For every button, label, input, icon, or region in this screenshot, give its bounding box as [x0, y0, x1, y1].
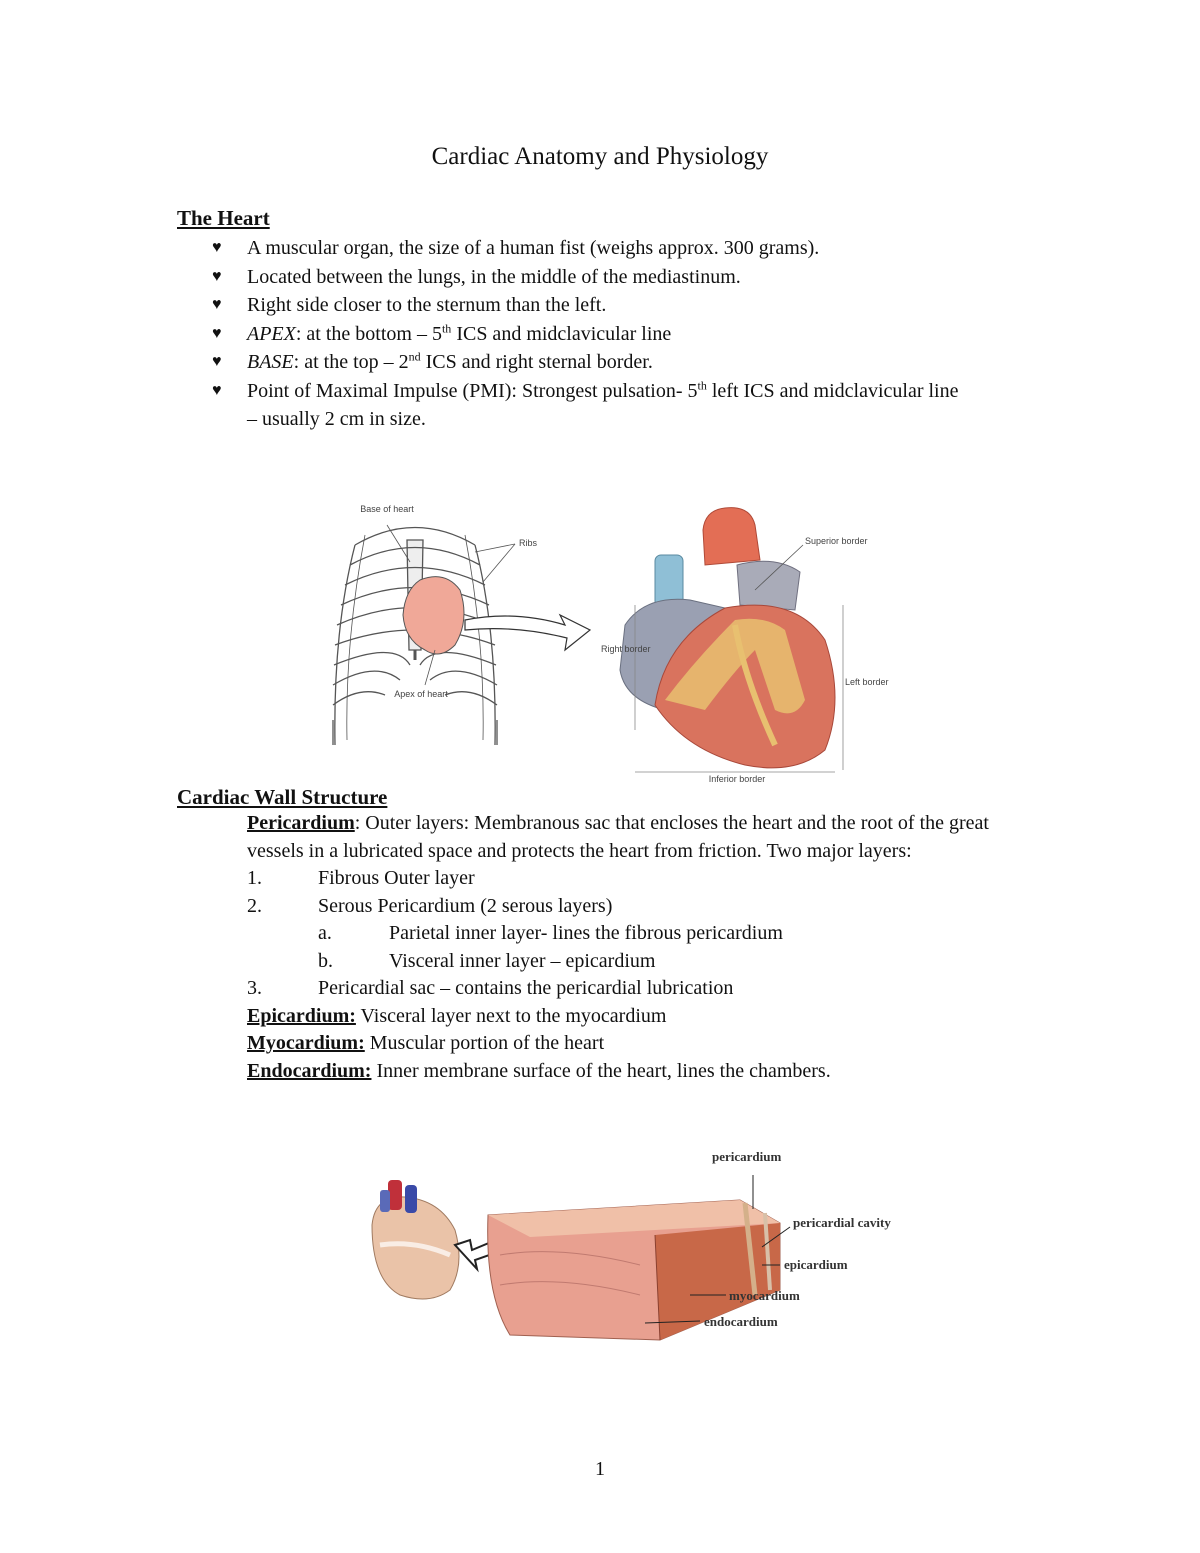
list-item [247, 865, 1047, 893]
myocardium-label: myocardium [729, 1288, 800, 1303]
list-text: Pericardial sac – contains the pericardial lubrication [318, 977, 734, 999]
pointer-arrow-icon [465, 615, 590, 650]
base-of-heart-label: Base of heart [360, 504, 414, 514]
bullet-text: left ICS and midclavicular line – usually 2 cm in size. [247, 379, 959, 430]
apex-label: APEX [247, 322, 296, 345]
sublist-text: Parietal inner layer- lines the fibrous pericardium [389, 922, 783, 944]
ordinal-suffix: th [441, 320, 452, 335]
bullet-text: ICS and right sternal border. [420, 351, 653, 373]
wall-section-heading: Cardiac Wall Structure [177, 785, 388, 809]
epicardium-label: epicardium [784, 1257, 848, 1272]
sublist-text: Visceral inner layer – epicardium [389, 949, 656, 972]
bullet-text: : at the top – 2 [293, 351, 409, 373]
bullet-text: Point of Maximal Impulse (PMI): Strongest pulsation- 5 [247, 379, 698, 402]
heart-bullet-icon: ♥ [212, 296, 222, 313]
sublist-item [247, 948, 1047, 976]
list-number: 3. [247, 977, 262, 999]
page-number: 1 [595, 1458, 605, 1480]
sublist-letter: a. [318, 922, 332, 944]
list-item [212, 320, 972, 349]
epicardium-paragraph [247, 1003, 1047, 1031]
heart-bullet-icon: ♥ [212, 267, 222, 285]
base-label: BASE [247, 351, 294, 373]
left-border-label: Left border [845, 677, 889, 687]
page-title: Cardiac Anatomy and Physiology [431, 143, 769, 170]
heart-anatomy-figure [325, 500, 889, 785]
epicardium-description: Visceral layer next to the myocardium [355, 1004, 667, 1027]
heart-bullet-list [212, 234, 972, 434]
heart-bullet-icon: ♥ [212, 381, 222, 399]
list-item [212, 291, 972, 320]
pericardial-cavity-label: pericardial cavity [793, 1215, 891, 1230]
epicardium-term: Epicardium: [247, 1004, 356, 1027]
list-item [212, 377, 972, 434]
ordinal-suffix: nd [408, 349, 421, 364]
bullet-text: ICS and midclavicular line [451, 322, 672, 345]
endocardium-term: Endocardium: [247, 1059, 372, 1082]
list-text: Serous Pericardium (2 serous layers) [318, 894, 613, 917]
list-item [212, 263, 972, 292]
bullet-text: Right side closer to the sternum than the left. [247, 294, 607, 316]
sublist-letter: b. [318, 949, 333, 972]
endocardium-label: endocardium [704, 1314, 778, 1329]
right-border-label: Right border [601, 644, 651, 654]
heart-section-heading: The Heart [177, 206, 270, 230]
ribs-label: Ribs [519, 538, 538, 548]
superior-border-label: Superior border [805, 536, 868, 546]
heart-illustration [620, 508, 835, 768]
small-heart-drawing [372, 1180, 459, 1299]
cardiac-wall-content [247, 810, 1047, 1085]
myocardium-description: Muscular portion of the heart [364, 1032, 605, 1054]
endocardium-paragraph [247, 1058, 1047, 1086]
list-number: 1. [247, 867, 262, 889]
pericardium-description: : Outer layers: Membranous sac that encloses the heart and the root of the great vessels in a lubricated space and protects the heart from friction. Two major layers: [247, 812, 989, 862]
ordinal-suffix: th [697, 377, 707, 392]
list-item [247, 893, 1047, 921]
list-item [247, 975, 1047, 1003]
list-number: 2. [247, 894, 262, 917]
list-item [212, 234, 972, 263]
heart-bullet-icon: ♥ [212, 239, 222, 256]
pericardium-label: pericardium [712, 1149, 782, 1164]
bullet-text: : at the bottom – 5 [295, 322, 442, 345]
inferior-border-label: Inferior border [708, 774, 766, 784]
pericardium-term: Pericardium [247, 812, 355, 834]
heart-bullet-icon: ♥ [212, 324, 222, 342]
bullet-text: A muscular organ, the size of a human fist (weighs approx. 300 grams). [247, 237, 820, 259]
cardiac-wall-figure [360, 1145, 920, 1360]
pericardium-paragraph [247, 810, 1047, 865]
myocardium-paragraph [247, 1030, 1047, 1058]
bullet-text: Located between the lungs, in the middle of the mediastinum. [247, 265, 741, 288]
apex-of-heart-label: Apex of heart [394, 689, 448, 699]
endocardium-description: Inner membrane surface of the heart, lines the chambers. [371, 1059, 831, 1082]
list-item [212, 348, 972, 377]
heart-bullet-icon: ♥ [212, 353, 222, 370]
list-text: Fibrous Outer layer [318, 867, 475, 889]
myocardium-term: Myocardium: [247, 1032, 365, 1054]
sublist-item [247, 920, 1047, 948]
